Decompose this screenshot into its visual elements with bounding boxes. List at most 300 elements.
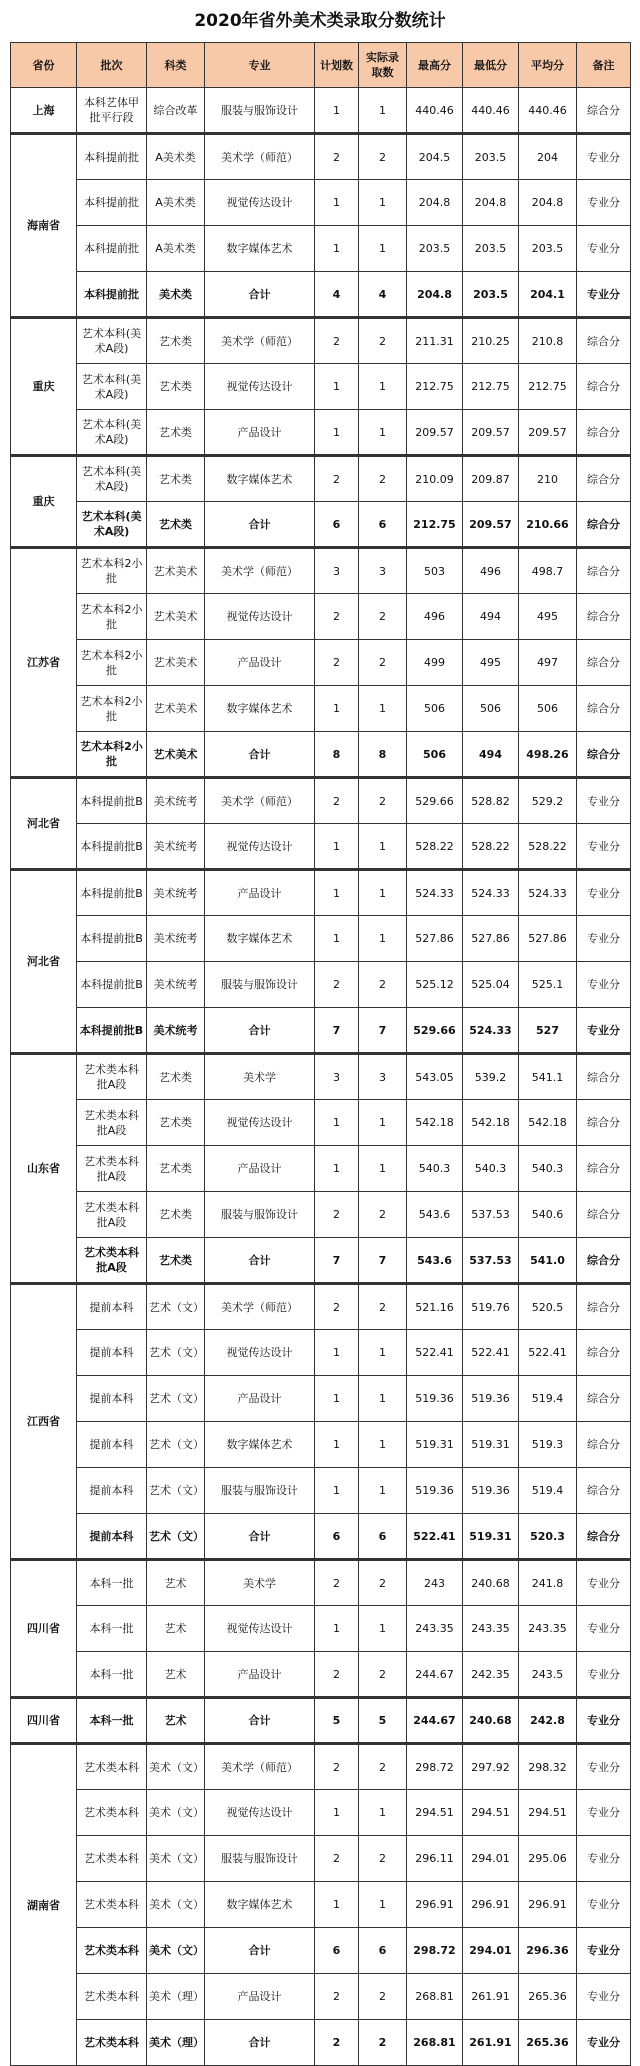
table-cell: 519.4 (519, 1468, 577, 1514)
table-cell: 498.26 (519, 732, 577, 778)
table-cell: 美术学（师范） (205, 318, 315, 364)
table-cell: 527.86 (463, 916, 519, 962)
table-cell: 本科提前批 (77, 134, 147, 180)
table-cell: 专业分 (577, 778, 631, 824)
table-cell: 3 (315, 548, 359, 594)
table-cell: 7 (359, 1008, 407, 1054)
table-cell: 艺术本科2小批 (77, 686, 147, 732)
table-cell: 1 (359, 1882, 407, 1928)
header-row (11, 43, 631, 88)
table-cell: 540.6 (519, 1192, 577, 1238)
table-cell: 440.46 (407, 88, 463, 134)
table-cell: 520.5 (519, 1284, 577, 1330)
table-cell: 210.09 (407, 456, 463, 502)
table-cell: 519.36 (463, 1468, 519, 1514)
table-cell: 5 (359, 1698, 407, 1744)
table-cell: 综合分 (577, 1514, 631, 1560)
table-cell: 520.3 (519, 1514, 577, 1560)
table-row (11, 1008, 631, 1054)
table-cell: 3 (315, 1054, 359, 1100)
table-cell: 视觉传达设计 (205, 180, 315, 226)
table-cell: 艺术美术 (147, 640, 205, 686)
table-cell: 528.22 (407, 824, 463, 870)
table-cell: 204.5 (407, 134, 463, 180)
table-cell: 1 (359, 916, 407, 962)
table-cell: 524.33 (519, 870, 577, 916)
table-cell: 527.86 (519, 916, 577, 962)
table-cell: 1 (359, 88, 407, 134)
table-row (11, 1192, 631, 1238)
table-cell: 296.36 (519, 1928, 577, 1974)
table-cell: 艺术美术 (147, 548, 205, 594)
table-cell: 268.81 (407, 1974, 463, 2020)
table-cell: 艺术美术 (147, 732, 205, 778)
table-row (11, 1146, 631, 1192)
table-cell: 210.25 (463, 318, 519, 364)
table-cell: 5 (315, 1698, 359, 1744)
table-cell: 243 (407, 1560, 463, 1606)
table-cell: 综合分 (577, 1100, 631, 1146)
score-table (10, 42, 631, 2066)
table-cell: 综合分 (577, 1238, 631, 1284)
table-cell: 2 (359, 1744, 407, 1790)
table-cell: 212.75 (519, 364, 577, 410)
table-cell: 525.1 (519, 962, 577, 1008)
table-cell: 2 (359, 2020, 407, 2066)
table-cell: 499 (407, 640, 463, 686)
table-row (11, 1928, 631, 1974)
table-cell: 8 (359, 732, 407, 778)
table-row (11, 1376, 631, 1422)
table-row (11, 686, 631, 732)
table-cell: 美术统考 (147, 824, 205, 870)
table-cell: 艺术本科(美术A段) (77, 410, 147, 456)
table-cell: 专业分 (577, 1744, 631, 1790)
table-cell: 本科提前批B (77, 1008, 147, 1054)
table-cell: 综合分 (577, 1468, 631, 1514)
table-cell: 2 (315, 1560, 359, 1606)
table-row (11, 134, 631, 180)
table-row (11, 1882, 631, 1928)
table-cell: 539.2 (463, 1054, 519, 1100)
table-cell: 1 (315, 916, 359, 962)
table-cell: 1 (315, 1606, 359, 1652)
table-cell: 529.66 (407, 1008, 463, 1054)
table-cell: 295.06 (519, 1836, 577, 1882)
table-body (11, 88, 631, 2066)
table-row (11, 318, 631, 364)
province-cell: 重庆 (11, 318, 77, 456)
table-cell: 数字媒体艺术 (205, 456, 315, 502)
table-cell: 2 (359, 778, 407, 824)
table-cell: 524.33 (407, 870, 463, 916)
table-row (11, 1744, 631, 1790)
table-cell: 专业分 (577, 134, 631, 180)
table-cell: 4 (359, 272, 407, 318)
table-row (11, 2020, 631, 2066)
table-cell: 视觉传达设计 (205, 1330, 315, 1376)
table-cell: 1 (359, 1146, 407, 1192)
table-cell: 542.18 (407, 1100, 463, 1146)
table-cell: 519.76 (463, 1284, 519, 1330)
table-cell: 440.46 (463, 88, 519, 134)
table-cell: 产品设计 (205, 410, 315, 456)
table-cell: 243.35 (519, 1606, 577, 1652)
table-cell: 2 (359, 134, 407, 180)
table-cell: 242.8 (519, 1698, 577, 1744)
table-cell: 2 (359, 1284, 407, 1330)
table-cell: 本科提前批B (77, 824, 147, 870)
table-cell: 529.66 (407, 778, 463, 824)
table-cell: 本科提前批B (77, 778, 147, 824)
table-cell: 494 (463, 732, 519, 778)
table-cell: 1 (359, 686, 407, 732)
table-cell: 综合分 (577, 594, 631, 640)
table-cell: 541.1 (519, 1054, 577, 1100)
table-cell: 提前本科 (77, 1514, 147, 1560)
table-cell: 2 (315, 134, 359, 180)
table-cell: 专业分 (577, 1974, 631, 2020)
table-row (11, 962, 631, 1008)
table-cell: 美术（文） (147, 1882, 205, 1928)
table-cell: 综合分 (577, 318, 631, 364)
table-cell: 艺术本科2小批 (77, 732, 147, 778)
table-cell: 产品设计 (205, 640, 315, 686)
table-cell: 296.11 (407, 1836, 463, 1882)
table-cell: 美术（理） (147, 2020, 205, 2066)
table-cell: 298.72 (407, 1928, 463, 1974)
table-cell: 528.22 (463, 824, 519, 870)
table-cell: 1 (359, 824, 407, 870)
table-cell: 2 (359, 594, 407, 640)
table-row (11, 594, 631, 640)
table-cell: 艺术类本科批A段 (77, 1192, 147, 1238)
table-cell: 540.3 (519, 1146, 577, 1192)
table-cell: 视觉传达设计 (205, 364, 315, 410)
table-cell: 美术学（师范） (205, 1284, 315, 1330)
table-row (11, 502, 631, 548)
table-cell: 艺术类本科 (77, 1928, 147, 1974)
table-cell: 1 (315, 824, 359, 870)
table-cell: 542.18 (463, 1100, 519, 1146)
table-cell: 综合分 (577, 640, 631, 686)
table-cell: 243.35 (463, 1606, 519, 1652)
table-cell: 综合分 (577, 732, 631, 778)
table-cell: 2 (315, 1836, 359, 1882)
table-row (11, 1790, 631, 1836)
table-cell: 艺术（文） (147, 1376, 205, 1422)
table-cell: 495 (519, 594, 577, 640)
col-header: 省份 (11, 43, 77, 88)
table-cell: 2 (359, 1560, 407, 1606)
table-cell: 210.8 (519, 318, 577, 364)
table-cell: 1 (359, 180, 407, 226)
table-cell: 519.36 (407, 1468, 463, 1514)
table-cell: 1 (315, 1330, 359, 1376)
table-cell: 综合分 (577, 502, 631, 548)
table-cell: 提前本科 (77, 1284, 147, 1330)
table-cell: 203.5 (463, 272, 519, 318)
table-row (11, 1974, 631, 2020)
table-cell: 212.75 (407, 364, 463, 410)
table-cell: 美术学（师范） (205, 778, 315, 824)
table-cell: 1 (359, 1330, 407, 1376)
table-cell: 2 (359, 1652, 407, 1698)
province-cell: 江苏省 (11, 548, 77, 778)
table-cell: 210 (519, 456, 577, 502)
table-cell: 合计 (205, 1008, 315, 1054)
table-cell: 艺术类本科批A段 (77, 1100, 147, 1146)
table-cell: 496 (407, 594, 463, 640)
table-cell: 提前本科 (77, 1376, 147, 1422)
table-cell: 2 (315, 1192, 359, 1238)
table-cell: 艺术类 (147, 456, 205, 502)
table-cell: 8 (315, 732, 359, 778)
table-cell: 2 (315, 456, 359, 502)
table-cell: 528.22 (519, 824, 577, 870)
table-cell: 524.33 (463, 870, 519, 916)
table-cell: 506 (519, 686, 577, 732)
table-cell: 265.36 (519, 1974, 577, 2020)
table-cell: 298.32 (519, 1744, 577, 1790)
table-cell: 数字媒体艺术 (205, 686, 315, 732)
table-cell: 209.57 (463, 410, 519, 456)
table-cell: 合计 (205, 1238, 315, 1284)
table-cell: 496 (463, 548, 519, 594)
table-cell: 1 (359, 1606, 407, 1652)
table-cell: 艺术美术 (147, 686, 205, 732)
table-cell: 艺术类本科 (77, 1974, 147, 2020)
table-cell: 212.75 (407, 502, 463, 548)
table-row (11, 364, 631, 410)
table-cell: 204.1 (519, 272, 577, 318)
table-cell: 1 (315, 686, 359, 732)
table-cell: 本科提前批B (77, 962, 147, 1008)
table-cell: 本科提前批 (77, 272, 147, 318)
table-cell: 296.91 (519, 1882, 577, 1928)
table-cell: 合计 (205, 272, 315, 318)
table-cell: 519.36 (463, 1376, 519, 1422)
table-cell: 综合分 (577, 1146, 631, 1192)
table-cell: 美术统考 (147, 778, 205, 824)
table-cell: 本科提前批B (77, 870, 147, 916)
table-cell: 服装与服饰设计 (205, 1468, 315, 1514)
table-cell: 专业分 (577, 2020, 631, 2066)
table-row (11, 870, 631, 916)
table-cell: 专业分 (577, 1652, 631, 1698)
table-cell: 综合分 (577, 1284, 631, 1330)
table-cell: 1 (315, 1468, 359, 1514)
table-cell: 209.57 (463, 502, 519, 548)
table-cell: 294.01 (463, 1836, 519, 1882)
table-cell: 综合分 (577, 548, 631, 594)
table-cell: 本科一批 (77, 1652, 147, 1698)
table-cell: 综合分 (577, 364, 631, 410)
table-cell: 543.6 (407, 1192, 463, 1238)
table-cell: 537.53 (463, 1238, 519, 1284)
table-cell: 艺术（文） (147, 1330, 205, 1376)
province-cell: 海南省 (11, 134, 77, 318)
table-cell: 204.8 (407, 272, 463, 318)
table-cell: 艺术本科(美术A段) (77, 318, 147, 364)
table-cell: 2 (315, 2020, 359, 2066)
table-cell: 522.41 (407, 1514, 463, 1560)
table-cell: 艺术（文） (147, 1284, 205, 1330)
table-cell: 244.67 (407, 1652, 463, 1698)
table-cell: 1 (359, 870, 407, 916)
page-title: 2020年省外美术类录取分数统计 (194, 11, 446, 31)
table-cell: 艺术类本科批A段 (77, 1238, 147, 1284)
table-row (11, 732, 631, 778)
table-cell: 2 (315, 1974, 359, 2020)
table-cell: 1 (315, 226, 359, 272)
table-row (11, 1422, 631, 1468)
table-cell: 294.01 (463, 1928, 519, 1974)
table-cell: 专业分 (577, 1560, 631, 1606)
table-cell: A美术类 (147, 226, 205, 272)
table-cell: 204.8 (463, 180, 519, 226)
table-row (11, 1514, 631, 1560)
table-cell: 4 (315, 272, 359, 318)
province-cell: 湖南省 (11, 1744, 77, 2066)
table-cell: 专业分 (577, 916, 631, 962)
table-row (11, 1652, 631, 1698)
table-cell: 242.35 (463, 1652, 519, 1698)
table-cell: 专业分 (577, 962, 631, 1008)
table-cell: 专业分 (577, 272, 631, 318)
table-cell: 艺术本科2小批 (77, 548, 147, 594)
table-cell: 合计 (205, 1928, 315, 1974)
table-cell: 艺术本科2小批 (77, 640, 147, 686)
table-cell: 本科一批 (77, 1606, 147, 1652)
table-cell: 合计 (205, 1514, 315, 1560)
table-cell: 艺术美术 (147, 594, 205, 640)
table-cell: 提前本科 (77, 1422, 147, 1468)
table-cell: 1 (315, 870, 359, 916)
table-cell: 1 (315, 180, 359, 226)
table-cell: 视觉传达设计 (205, 1790, 315, 1836)
table-cell: 服装与服饰设计 (205, 1192, 315, 1238)
table-row (11, 1284, 631, 1330)
table-cell: 艺术（文） (147, 1514, 205, 1560)
table-row (11, 916, 631, 962)
table-cell: 本科一批 (77, 1698, 147, 1744)
table-cell: 529.2 (519, 778, 577, 824)
table-cell: 1 (315, 410, 359, 456)
table-row (11, 1468, 631, 1514)
table-cell: 296.91 (407, 1882, 463, 1928)
table-cell: 专业分 (577, 870, 631, 916)
table-cell: 艺术 (147, 1560, 205, 1606)
table-cell: 美术（文） (147, 1790, 205, 1836)
table-cell: 美术学（师范） (205, 548, 315, 594)
table-cell: 综合分 (577, 88, 631, 134)
table-cell: 210.66 (519, 502, 577, 548)
table-cell: 艺术类本科 (77, 2020, 147, 2066)
table-cell: 艺术本科2小批 (77, 594, 147, 640)
table-cell: 美术学 (205, 1560, 315, 1606)
table-cell: 艺术类本科批A段 (77, 1054, 147, 1100)
table-cell: 美术统考 (147, 916, 205, 962)
table-cell: 2 (359, 456, 407, 502)
table-row (11, 824, 631, 870)
table-cell: 2 (315, 318, 359, 364)
table-cell: 美术学 (205, 1054, 315, 1100)
province-cell: 江西省 (11, 1284, 77, 1560)
table-row (11, 88, 631, 134)
table-cell: 本科一批 (77, 1560, 147, 1606)
table-cell: 209.87 (463, 456, 519, 502)
table-cell: 美术学（师范） (205, 134, 315, 180)
table-cell: 294.51 (463, 1790, 519, 1836)
table-cell: 综合分 (577, 686, 631, 732)
table-cell: 6 (359, 1928, 407, 1974)
table-row (11, 410, 631, 456)
table-cell: 艺术类本科 (77, 1836, 147, 1882)
table-cell: 528.82 (463, 778, 519, 824)
table-cell: 提前本科 (77, 1330, 147, 1376)
province-cell: 山东省 (11, 1054, 77, 1284)
table-cell: 203.5 (463, 134, 519, 180)
table-cell: 211.31 (407, 318, 463, 364)
table-cell: 艺术类本科批A段 (77, 1146, 147, 1192)
table-cell: 521.16 (407, 1284, 463, 1330)
table-row (11, 778, 631, 824)
table-cell: 261.91 (463, 2020, 519, 2066)
table-cell: 视觉传达设计 (205, 1100, 315, 1146)
table-cell: 合计 (205, 502, 315, 548)
table-cell: 204 (519, 134, 577, 180)
table-cell: 503 (407, 548, 463, 594)
table-cell: 美术（文） (147, 1928, 205, 1974)
table-cell: 本科提前批 (77, 226, 147, 272)
table-cell: 204.8 (407, 180, 463, 226)
table-cell: 1 (359, 1100, 407, 1146)
table-cell: 2 (315, 962, 359, 1008)
table-row (11, 640, 631, 686)
table-cell: 美术统考 (147, 1008, 205, 1054)
table-cell: 服装与服饰设计 (205, 962, 315, 1008)
table-cell: A美术类 (147, 134, 205, 180)
table-cell: 2 (359, 1836, 407, 1882)
table-cell: 艺术 (147, 1606, 205, 1652)
table-cell: 6 (359, 1514, 407, 1560)
table-cell: 产品设计 (205, 1652, 315, 1698)
table-cell: 542.18 (519, 1100, 577, 1146)
table-cell: 1 (315, 88, 359, 134)
table-cell: 1 (315, 1422, 359, 1468)
table-cell: 视觉传达设计 (205, 824, 315, 870)
table-cell: 综合改革 (147, 88, 205, 134)
table-cell: 537.53 (463, 1192, 519, 1238)
table-cell: 艺术（文） (147, 1468, 205, 1514)
table-cell: 2 (359, 962, 407, 1008)
table-cell: 艺术类本科 (77, 1744, 147, 1790)
table-cell: 艺术本科(美术A段) (77, 364, 147, 410)
table-cell: 240.68 (463, 1698, 519, 1744)
table-cell: 540.3 (407, 1146, 463, 1192)
table-cell: 498.7 (519, 548, 577, 594)
table-cell: 综合分 (577, 1054, 631, 1100)
table-cell: 506 (407, 686, 463, 732)
table-cell: 艺术类 (147, 1054, 205, 1100)
table-cell: 240.68 (463, 1560, 519, 1606)
table-cell: 2 (315, 594, 359, 640)
table-cell: 525.04 (463, 962, 519, 1008)
table-row (11, 1606, 631, 1652)
table-cell: 519.3 (519, 1422, 577, 1468)
col-header: 最高分 (407, 43, 463, 88)
